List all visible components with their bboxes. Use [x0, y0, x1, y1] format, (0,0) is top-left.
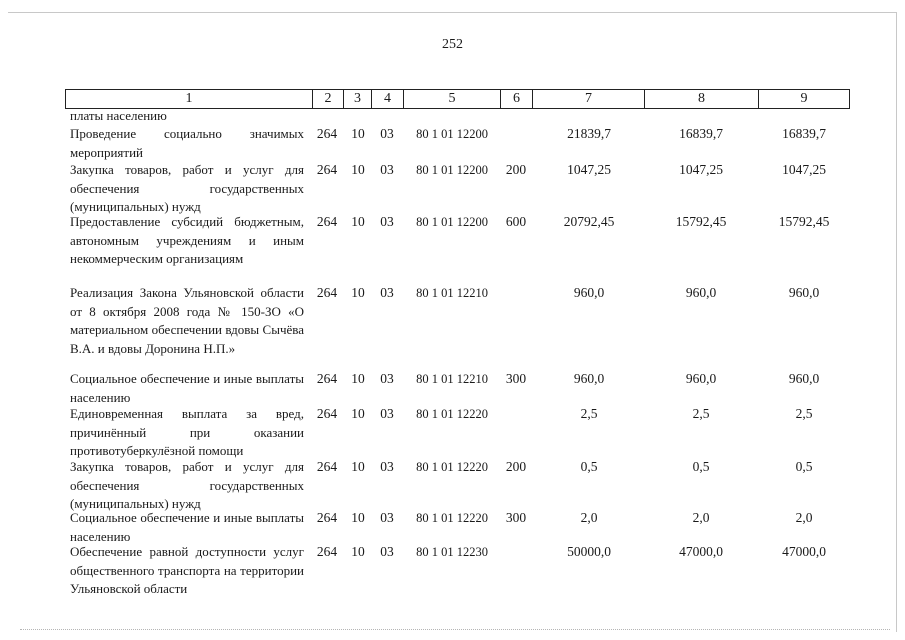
- section-code: 10: [351, 544, 365, 559]
- expense-type-code: 300: [505, 510, 527, 525]
- amount-col-9: 16839,7: [782, 126, 826, 141]
- column-header: 7: [532, 89, 644, 109]
- amount-col-7: 960,0: [573, 371, 605, 386]
- amount-col-9: 0,5: [795, 459, 813, 474]
- page-number: 252: [442, 37, 463, 52]
- amount-col-7: 960,0: [573, 285, 605, 300]
- ministry-code: 264: [316, 510, 338, 525]
- amount-col-8: 16839,7: [679, 126, 723, 141]
- amount-col-8: 2,5: [692, 406, 710, 421]
- row-description: Социальное обеспечение и иные выплаты населению: [70, 510, 304, 544]
- target-article-code: 80 1 01 12210: [416, 372, 488, 386]
- section-code: 10: [351, 285, 365, 300]
- row-description: Закупка товаров, работ и услуг для обеспечения государственных (муниципальных) нужд: [70, 162, 304, 214]
- amount-col-8: 47000,0: [679, 544, 723, 559]
- subsection-code: 03: [380, 214, 394, 229]
- row-description: Закупка товаров, работ и услуг для обеспечения государственных (муниципальных) нужд: [70, 459, 304, 511]
- amount-col-9: 47000,0: [782, 544, 826, 559]
- amount-col-9: 15792,45: [778, 214, 830, 229]
- ministry-code: 264: [316, 162, 338, 177]
- section-code: 10: [351, 459, 365, 474]
- column-header: 5: [403, 89, 500, 109]
- column-header: 3: [343, 89, 371, 109]
- amount-col-9: 2,0: [795, 510, 813, 525]
- table-header: [0, 89, 905, 109]
- amount-col-8: 960,0: [685, 285, 717, 300]
- column-header: 1: [65, 89, 312, 109]
- amount-col-7: 50000,0: [567, 544, 611, 559]
- section-code: 10: [351, 162, 365, 177]
- row-description: Социальное обеспечение и иные выплаты населению: [70, 371, 304, 405]
- amount-col-8: 960,0: [685, 371, 717, 386]
- ministry-code: 264: [316, 459, 338, 474]
- expense-type-code: 300: [505, 371, 527, 386]
- amount-col-7: 1047,25: [567, 162, 611, 177]
- column-header: 6: [500, 89, 532, 109]
- row-description: Реализация Закона Ульяновской области от 8 октября 2008 года № 150-ЗО «О материальном обеспечении вдовы Сычёва В.А. и вдовы Доронина Н.П.»: [70, 285, 304, 356]
- subsection-code: 03: [380, 162, 394, 177]
- section-code: 10: [351, 214, 365, 229]
- subsection-code: 03: [380, 285, 394, 300]
- target-article-code: 80 1 01 12220: [416, 460, 488, 474]
- target-article-code: 80 1 01 12220: [416, 407, 488, 421]
- expense-type-code: 200: [505, 459, 527, 474]
- ministry-code: 264: [316, 371, 338, 386]
- subsection-code: 03: [380, 406, 394, 421]
- column-header: 8: [644, 89, 758, 109]
- ministry-code: 264: [316, 285, 338, 300]
- target-article-code: 80 1 01 12200: [416, 163, 488, 177]
- subsection-code: 03: [380, 544, 394, 559]
- section-code: 10: [351, 371, 365, 386]
- row-description: платы населению: [70, 108, 167, 123]
- column-header: 2: [312, 89, 343, 109]
- subsection-code: 03: [380, 510, 394, 525]
- amount-col-8: 0,5: [692, 459, 710, 474]
- row-description: Проведение социально значимых мероприятий: [70, 126, 304, 160]
- target-article-code: 80 1 01 12210: [416, 286, 488, 300]
- expense-type-code: 200: [505, 162, 527, 177]
- column-header: 4: [371, 89, 403, 109]
- amount-col-8: 1047,25: [679, 162, 723, 177]
- ministry-code: 264: [316, 126, 338, 141]
- amount-col-7: 20792,45: [563, 214, 615, 229]
- ministry-code: 264: [316, 406, 338, 421]
- amount-col-8: 2,0: [692, 510, 710, 525]
- subsection-code: 03: [380, 126, 394, 141]
- amount-col-7: 21839,7: [567, 126, 611, 141]
- subsection-code: 03: [380, 459, 394, 474]
- row-description: Обеспечение равной доступности услуг общественного транспорта на территории Ульяновской области: [70, 544, 304, 596]
- amount-col-9: 2,5: [795, 406, 813, 421]
- expense-type-code: 600: [505, 214, 527, 229]
- section-code: 10: [351, 510, 365, 525]
- ministry-code: 264: [316, 214, 338, 229]
- scan-edge-noise: [20, 629, 890, 632]
- amount-col-7: 2,0: [580, 510, 598, 525]
- target-article-code: 80 1 01 12200: [416, 127, 488, 141]
- target-article-code: 80 1 01 12220: [416, 511, 488, 525]
- column-header: 9: [758, 89, 850, 109]
- section-code: 10: [351, 126, 365, 141]
- amount-col-7: 0,5: [580, 459, 598, 474]
- subsection-code: 03: [380, 371, 394, 386]
- row-description: Предоставление субсидий бюджетным, автономным учреждениям и иным некоммерческим организациям: [70, 214, 304, 266]
- amount-col-8: 15792,45: [675, 214, 727, 229]
- target-article-code: 80 1 01 12230: [416, 545, 488, 559]
- section-code: 10: [351, 406, 365, 421]
- amount-col-9: 960,0: [788, 285, 820, 300]
- row-description: Единовременная выплата за вред, причинённый при оказании противотуберкулёзной помощи: [70, 406, 304, 458]
- target-article-code: 80 1 01 12200: [416, 215, 488, 229]
- amount-col-7: 2,5: [580, 406, 598, 421]
- amount-col-9: 1047,25: [782, 162, 826, 177]
- amount-col-9: 960,0: [788, 371, 820, 386]
- ministry-code: 264: [316, 544, 338, 559]
